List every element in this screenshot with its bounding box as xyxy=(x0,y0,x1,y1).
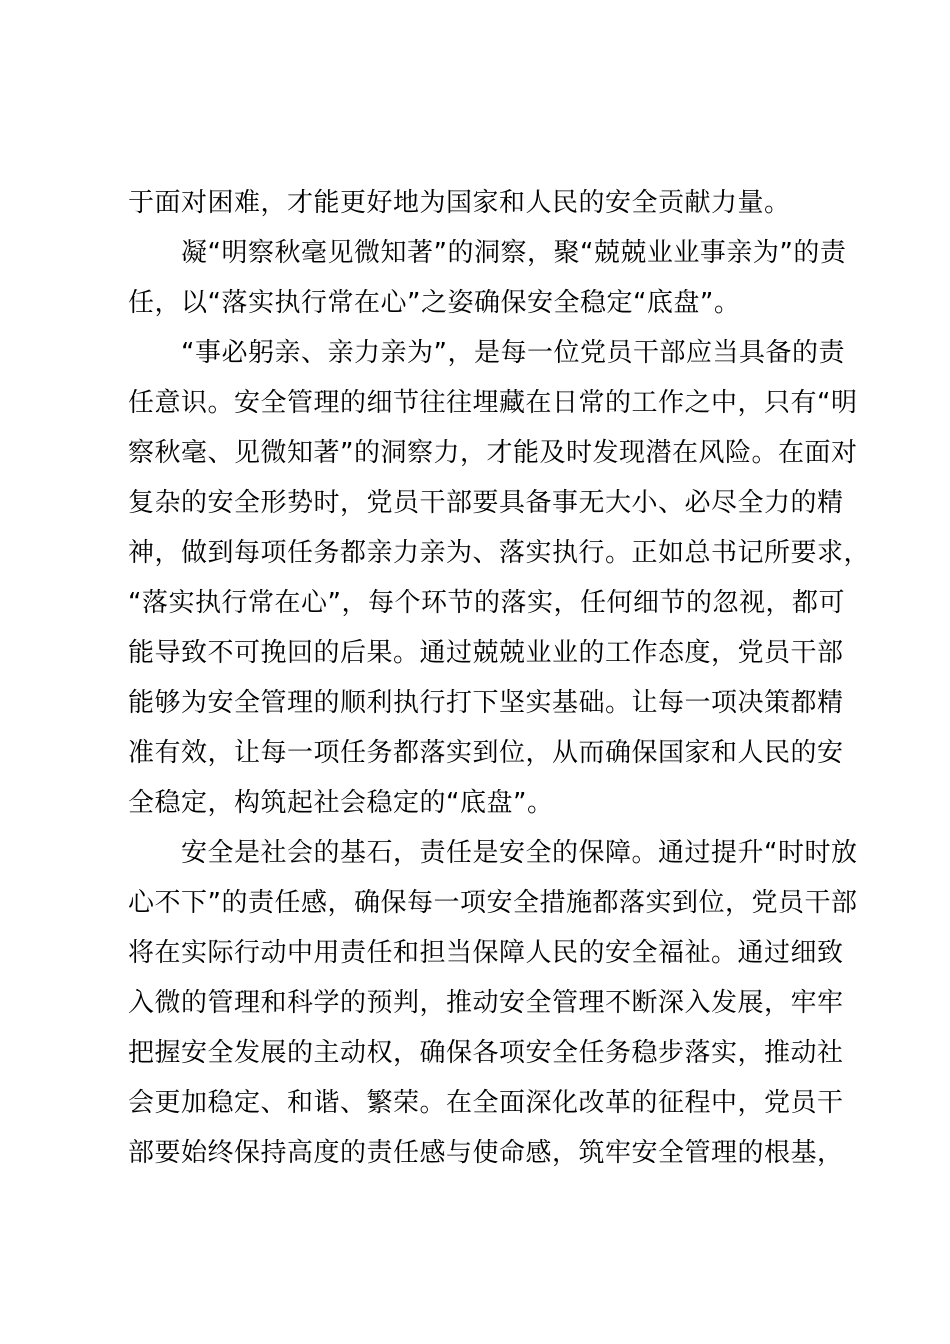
body-text xyxy=(128,178,871,1178)
text-line: 安全是社会的基石，责任是安全的保障。通过提升“时时放 xyxy=(181,838,858,868)
text-line: 心不下”的责任感，确保每一项安全措施都落实到位，党员干部 xyxy=(128,888,858,918)
text-line: 会更加稳定、和谐、繁荣。在全面深化改革的征程中，党员干 xyxy=(128,1088,844,1118)
paragraph-heading-statement xyxy=(128,228,868,328)
text-line: “落实执行常在心”，每个环节的落实，任何细节的忽视，都可 xyxy=(128,588,845,618)
text-line: 复杂的安全形势时，党员干部要具备事无大小、必尽全力的精 xyxy=(128,488,844,518)
paragraph-continuation xyxy=(128,178,868,228)
text-line: 全稳定，构筑起社会稳定的“底盘”。 xyxy=(128,788,554,818)
text-line: 把握安全发展的主动权，确保各项安全任务稳步落实，推动社 xyxy=(128,1038,844,1068)
paragraph-safety-foundation xyxy=(128,828,868,1178)
text-line: 将在实际行动中用责任和担当保障人民的安全福祉。通过细致 xyxy=(128,938,844,968)
text-line: 能导致不可挽回的后果。通过兢兢业业的工作态度，党员干部 xyxy=(128,638,844,668)
paragraph-responsibility xyxy=(128,328,871,828)
text-line: 神，做到每项任务都亲力亲为、落实执行。正如总书记所要求， xyxy=(128,538,871,568)
text-line: “事必躬亲、亲力亲为”，是每一位党员干部应当具备的责 xyxy=(181,338,845,368)
text-line: 任，以“落实执行常在心”之姿确保安全稳定“底盘”。 xyxy=(128,288,741,318)
text-line: 察秋毫、见微知著”的洞察力，才能及时发现潜在风险。在面对 xyxy=(128,438,858,468)
text-line: 准有效，让每一项任务都落实到位，从而确保国家和人民的安 xyxy=(128,738,844,768)
text-line: 任意识。安全管理的细节往往埋藏在日常的工作之中，只有“明 xyxy=(128,388,858,418)
text-line: 于面对困难，才能更好地为国家和人民的安全贡献力量。 xyxy=(128,188,791,218)
text-line: 凝“明察秋毫见微知著”的洞察，聚“兢兢业业事亲为”的责 xyxy=(181,238,847,268)
text-line: 入微的管理和科学的预判，推动安全管理不断深入发展，牢牢 xyxy=(128,988,844,1018)
text-line: 能够为安全管理的顺利执行打下坚实基础。让每一项决策都精 xyxy=(128,688,844,718)
text-line: 部要始终保持高度的责任感与使命感，筑牢安全管理的根基， xyxy=(128,1138,844,1168)
